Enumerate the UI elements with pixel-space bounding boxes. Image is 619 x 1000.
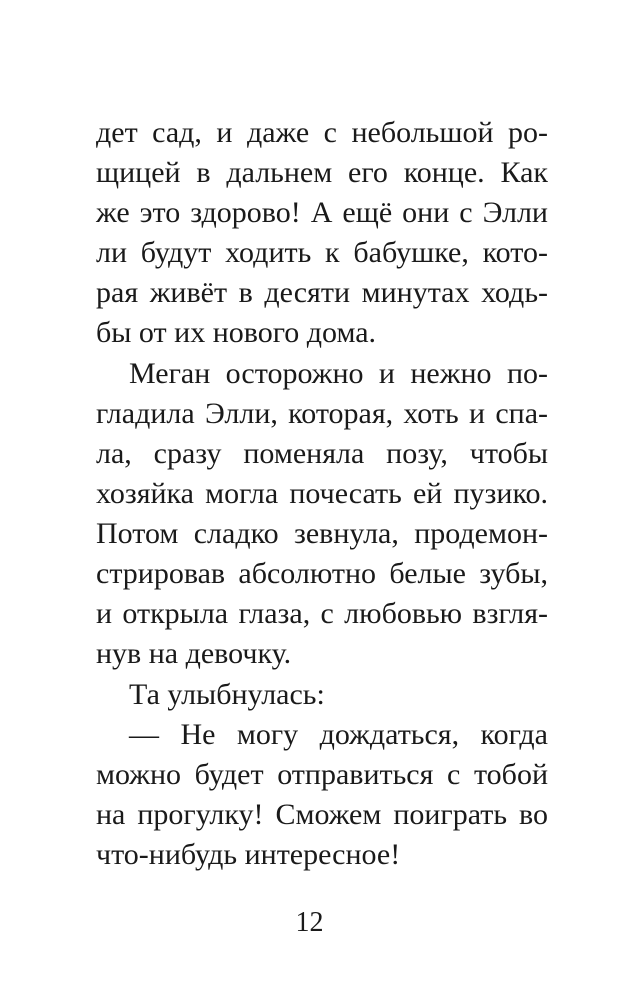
- text-line: — Не могу дождаться, когда: [129, 718, 548, 751]
- text-line: и открыла глаза, с любовью взгля-: [96, 597, 548, 630]
- text-line: Меган осторожно и нежно по-: [129, 357, 548, 390]
- text-line: дет сад, и даже с небольшой ро-: [96, 116, 548, 149]
- text-line: же это здорово! А ещё они с Элли: [96, 196, 548, 229]
- text-line: что-нибудь интересное!: [96, 838, 401, 871]
- text-line: ла, сразу поменяла позу, чтобы: [96, 437, 548, 470]
- text-line: на прогулку! Сможем поиграть во: [96, 798, 548, 831]
- text-line: щицей в дальнем его конце. Как: [96, 156, 548, 189]
- text-line: бы от их нового дома.: [96, 316, 377, 349]
- text-line: Потом сладко зевнула, продемон-: [96, 517, 548, 550]
- text-line: Та улыбнулась:: [129, 678, 325, 711]
- text-line: нув на девочку.: [96, 637, 292, 670]
- text-line: хозяйка могла почесать ей пузико.: [96, 477, 548, 510]
- text-line: гладила Элли, которая, хоть и спа-: [96, 397, 548, 430]
- page-number: 12: [295, 907, 324, 938]
- text-line: можно будет отправиться с тобой: [96, 758, 548, 791]
- text-line: рая живёт в десяти минутах ходь-: [96, 276, 548, 309]
- text-line: ли будут ходить к бабушке, кото-: [96, 236, 548, 269]
- text-line: стрировав абсолютно белые зубы,: [96, 557, 548, 590]
